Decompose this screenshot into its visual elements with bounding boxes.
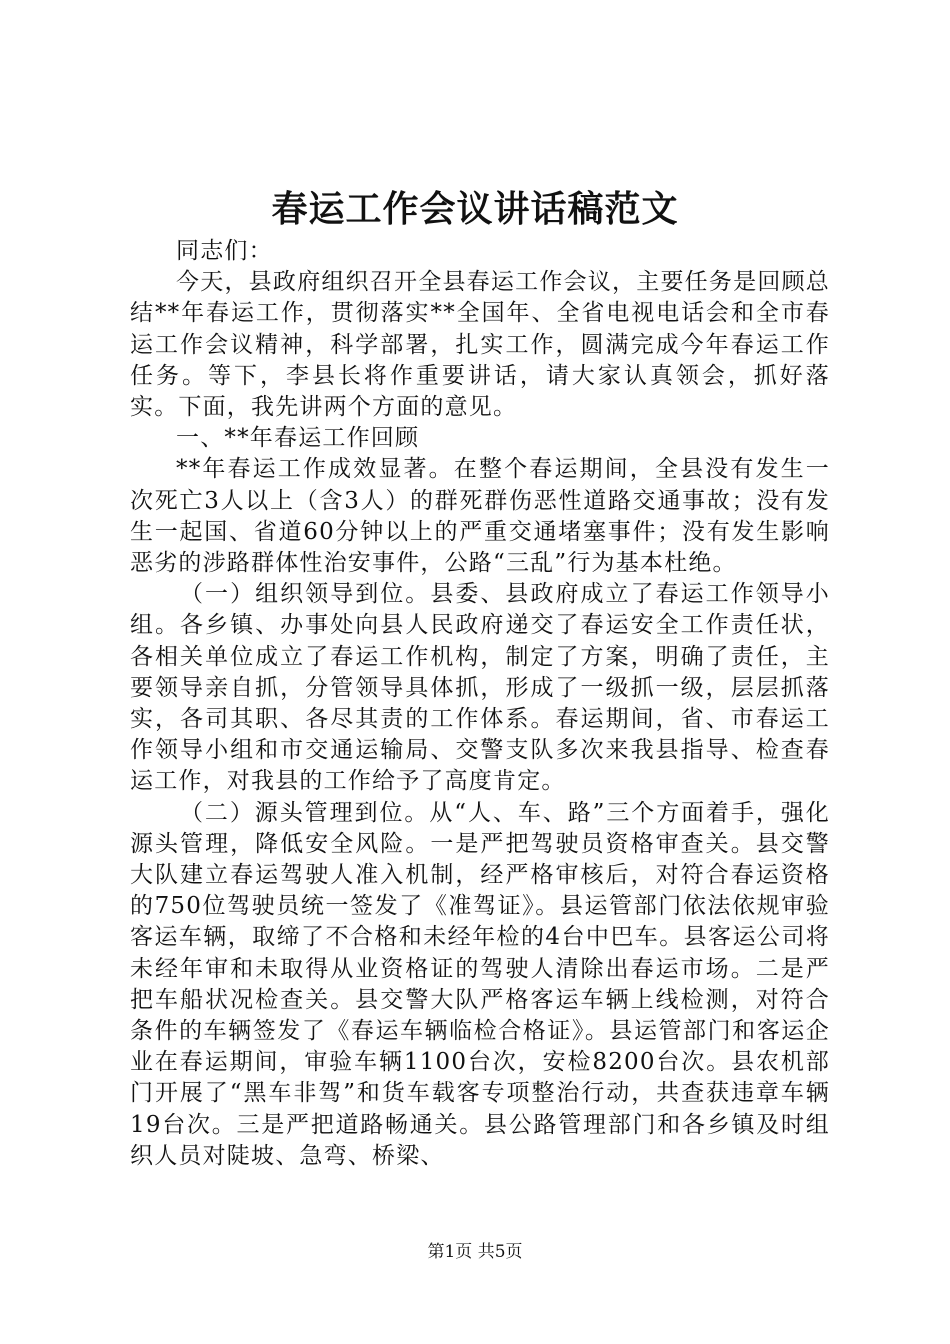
document-body <box>130 236 830 1172</box>
paragraph-intro: 今天，县政府组织召开全县春运工作会议，主要任务是回顾总结**年春运工作，贯彻落实**全国年、全省电视电话会和全市春运工作会议精神，科学部署，扎实工作，圆满完成今年春运工作任务。等下，李县长将作重要讲话，请大家认真领会，抓好落实。下面，我先讲两个方面的意见。 <box>130 269 830 421</box>
salutation: 同志们： <box>176 238 273 264</box>
document-title: 春运工作会议讲话稿范文 <box>271 188 679 230</box>
section-heading: 一、**年春运工作回顾 <box>176 425 420 452</box>
paragraph-source-management: （二）源头管理到位。从“人、车、路”三个方面着手，强化源头管理，降低安全风险。一是严把驾驶员资格审查关。县交警大队建立春运驾驶人准入机制，经严格审核后，对符合春运资格的750位驾驶员统一签发了《准驾证》。县运管部门依法依规审验客运车辆，取缔了不合格和未经年检的4台中巴车。县客运公司将未经年审和未取得从业资格证的驾驶人清除出春运市场。二是严把车船状况检查关。县交警大队严格客运车辆上线检测，对符合条件的车辆签发了《春运车辆临检合格证》。县运管部门和客运企业在春运期间，审验车辆1100台次，安检8200台次。县农机部门开展了“黑车非驾”和货车载客专项整治行动，共查获违章车辆19台次。三是严把道路畅通关。县公路管理部门和各乡镇及时组织人员对陡坡、急弯、桥梁、 <box>130 799 830 1169</box>
paragraph-organization: （一）组织领导到位。县委、县政府成立了春运工作领导小组。各乡镇、办事处向县人民政府递交了春运安全工作责任状，各相关单位成立了春运工作机构，制定了方案，明确了责任，主要领导亲自抓，分管领导具体抓，形成了一级抓一级，层层抓落实，各司其职、各尽其责的工作体系。春运期间，省、市春运工作领导小组和市交通运输局、交警支队多次来我县指导、检查春运工作，对我县的工作给予了高度肯定。 <box>130 581 830 795</box>
page-number-footer: 第1页 共5页 <box>427 1242 523 1262</box>
paragraph-summary: **年春运工作成效显著。在整个春运期间，全县没有发生一次死亡3人以上（含3人）的群死群伤恶性道路交通事故；没有发生一起国、省道60分钟以上的严重交通堵塞事件；没有发生影响恶劣的涉路群体性治安事件，公路“三乱”行为基本杜绝。 <box>130 456 830 577</box>
